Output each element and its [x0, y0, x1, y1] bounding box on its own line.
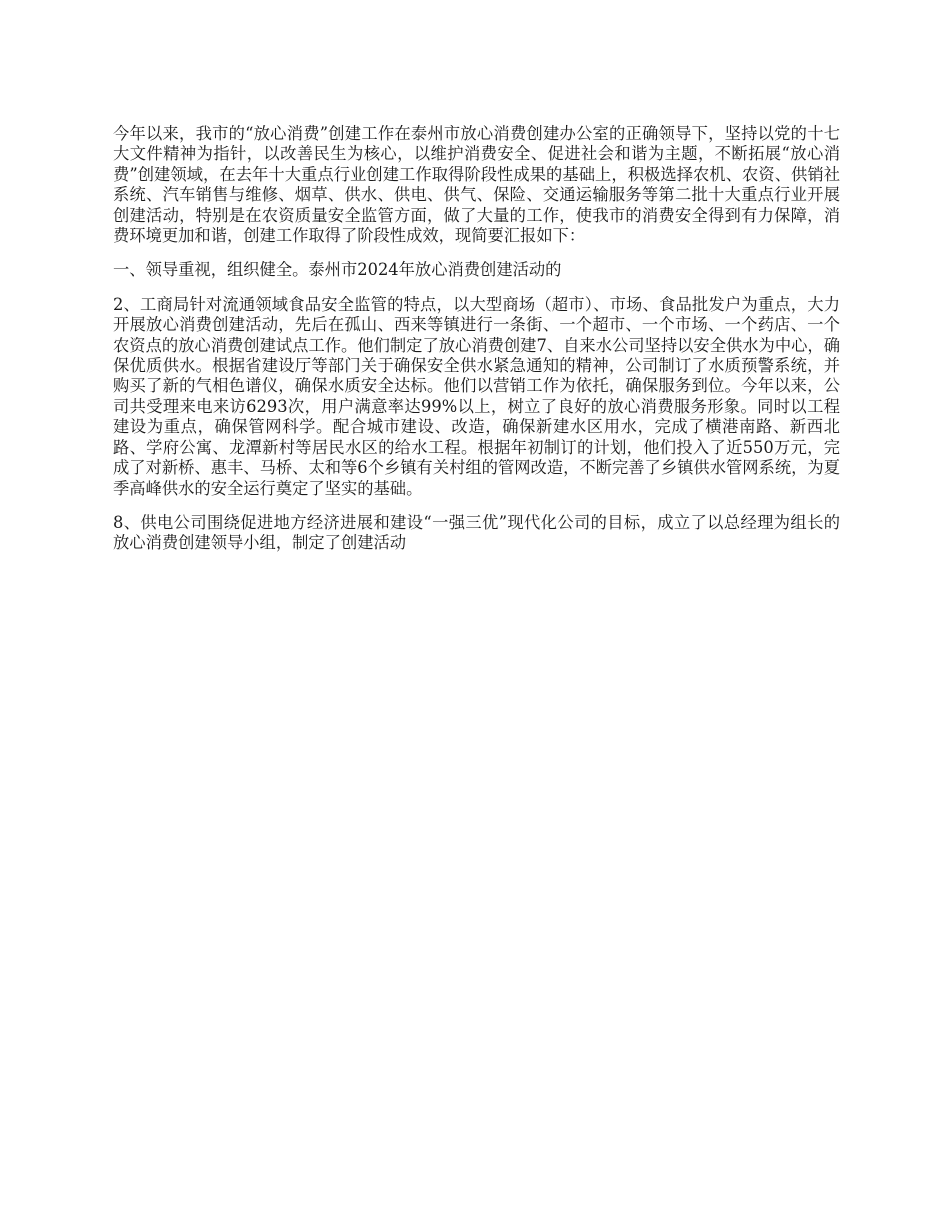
paragraph-item-8: 8、供电公司围绕促进地方经济进展和建设“一强三优”现代化公司的目标，成立了以总经理为组长的放心消费创建领导小组，制定了创建活动 — [113, 512, 840, 553]
document-body — [113, 124, 840, 568]
paragraph-section-heading: 一、领导重视，组织健全。泰州市2024年放心消费创建活动的 — [113, 260, 562, 280]
paragraph-intro: 今年以来，我市的“放心消费”创建工作在泰州市放心消费创建办公室的正确领导下，坚持以党的十七大文件精神为指针，以改善民生为核心，以维护消费安全、促进社会和谐为主题，不断拓展“放心消费”创建领域，在去年十大重点行业创建工作取得阶段性成果的基础上，积极选择农机、农资、供销社系统、汽车销售与维修、烟草、供水、供电、供气、保险、交通运输服务等第二批十大重点行业开展创建活动，特别是在农资质量安全监管方面，做了大量的工作，使我市的消费安全得到有力保障，消费环境更加和谐，创建工作取得了阶段性成效，现简要汇报如下： — [113, 124, 840, 246]
paragraph-item-2: 2、工商局针对流通领域食品安全监管的特点，以大型商场（超市）、市场、食品批发户为重点，大力开展放心消费创建活动，先后在孤山、西来等镇进行一条街、一个超市、一个市场、一个药店、一个农资点的放心消费创建试点工作。他们制定了放心消费创建7、自来水公司坚持以安全供水为中心，确保优质供水。根据省建设厅等部门关于确保安全供水紧急通知的精神，公司制订了水质预警系统，并购买了新的气相色谱仪，确保水质安全达标。他们以营销工作为依托，确保服务到位。今年以来，公司共受理来电来访6293次，用户满意率达99%以上，树立了良好的放心消费服务形象。同时以工程建设为重点，确保管网科学。配合城市建设、改造，确保新建水区用水，完成了横港南路、新西北路、学府公寓、龙潭新村等居民水区的给水工程。根据年初制订的计划，他们投入了近550万元，完成了对新桥、惠丰、马桥、太和等6个乡镇有关村组的管网改造，不断完善了乡镇供水管网系统，为夏季高峰供水的安全运行奠定了坚实的基础。 — [113, 294, 840, 498]
